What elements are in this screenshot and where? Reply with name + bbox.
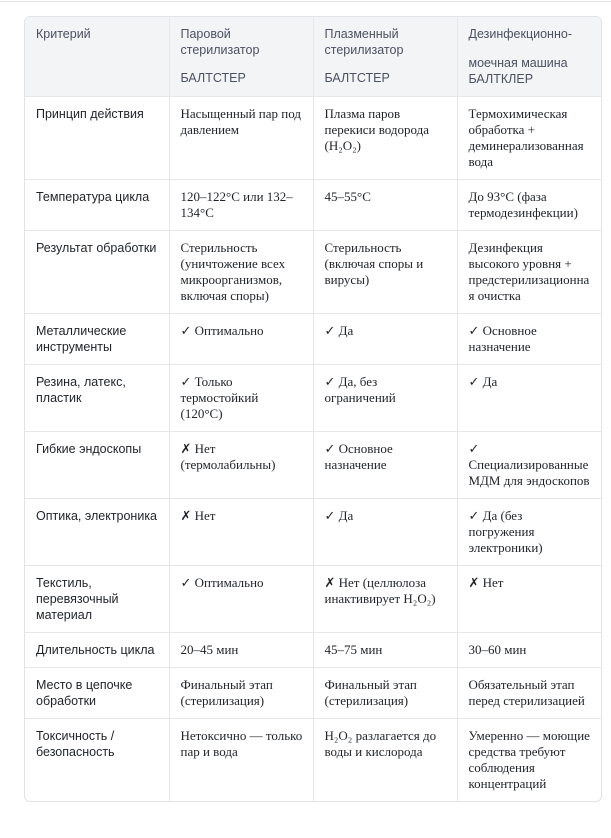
steam-cell: Стерильность (уничтожение всех микроорганизмов, включая споры) bbox=[169, 231, 313, 314]
header-brand: БАЛТСТЕР bbox=[180, 71, 246, 85]
steam-cell: ✗ Нет (термолабильны) bbox=[169, 432, 313, 499]
plasma-cell: Плазма паров перекиси водорода (H₂O₂) bbox=[313, 97, 457, 180]
plasma-cell: 45–75 мин bbox=[313, 633, 457, 668]
table-row bbox=[25, 499, 601, 566]
criterion-cell: Длительность цикла bbox=[25, 633, 169, 668]
criterion-cell: Результат обработки bbox=[25, 231, 169, 314]
table-row bbox=[25, 231, 601, 314]
plasma-cell: ✓ Да bbox=[313, 314, 457, 365]
washer-cell: Дезинфекция высокого уровня + предстерилизационная очистка bbox=[457, 231, 601, 314]
table-row bbox=[25, 97, 601, 180]
criterion-cell: Оптика, электроника bbox=[25, 499, 169, 566]
plasma-cell: 45–55°C bbox=[313, 180, 457, 231]
steam-cell: ✓ Оптимально bbox=[169, 314, 313, 365]
washer-cell: ✓ Да (без погружения электроники) bbox=[457, 499, 601, 566]
table-row bbox=[25, 668, 601, 719]
table-row bbox=[25, 719, 601, 802]
plasma-cell: ✓ Да, без ограничений bbox=[313, 365, 457, 432]
table-row bbox=[25, 432, 601, 499]
table-row bbox=[25, 566, 601, 633]
criterion-cell: Место в цепочке обработки bbox=[25, 668, 169, 719]
plasma-cell: ✓ Да bbox=[313, 499, 457, 566]
plasma-cell: Стерильность (включая споры и вирусы) bbox=[313, 231, 457, 314]
steam-cell: Насыщенный пар под давлением bbox=[169, 97, 313, 180]
table-header-row bbox=[25, 17, 601, 97]
top-divider bbox=[0, 1, 611, 2]
washer-cell: Обязательный этап перед стерилизацией bbox=[457, 668, 601, 719]
criterion-cell: Температура цикла bbox=[25, 180, 169, 231]
washer-cell: ✓ Основное назначение bbox=[457, 314, 601, 365]
steam-cell: ✗ Нет bbox=[169, 499, 313, 566]
header-plasma-sterilizer: Плазменный стерилизатор БАЛТСТЕР bbox=[313, 17, 457, 97]
table-row bbox=[25, 314, 601, 365]
plasma-cell: ✓ Основное назначение bbox=[313, 432, 457, 499]
table-row bbox=[25, 365, 601, 432]
washer-cell: ✓ Специализированные МДМ для эндоскопов bbox=[457, 432, 601, 499]
criterion-cell: Текстиль, перевязочный материал bbox=[25, 566, 169, 633]
criterion-cell: Токсичность / безопасность bbox=[25, 719, 169, 802]
table-row bbox=[25, 633, 601, 668]
steam-cell: Нетоксично — только пар и вода bbox=[169, 719, 313, 802]
washer-cell: Умеренно — моющие средства требуют соблюдения концентраций bbox=[468, 728, 590, 791]
criterion-cell: Гибкие эндоскопы bbox=[25, 432, 169, 499]
header-subtitle: моечная машина БАЛТКЛЕР bbox=[468, 56, 568, 86]
comparison-table bbox=[25, 17, 601, 801]
comparison-table-container bbox=[24, 16, 602, 802]
criterion-cell: Принцип действия bbox=[25, 97, 169, 180]
criterion-cell: Резина, латекс, пластик bbox=[25, 365, 169, 432]
steam-cell: ✓ Оптимально bbox=[169, 566, 313, 633]
washer-cell: ✓ Да bbox=[457, 365, 601, 432]
steam-cell: 120–122°C или 132–134°C bbox=[169, 180, 313, 231]
header-brand: БАЛТСТЕР bbox=[324, 71, 390, 85]
criterion-cell: Металлические инструменты bbox=[25, 314, 169, 365]
header-washer-disinfector: Дезинфекционно- моечная машина БАЛТКЛЕР bbox=[457, 17, 601, 97]
washer-cell: До 93°C (фаза термодезинфекции) bbox=[457, 180, 601, 231]
steam-cell: Финальный этап (стерилизация) bbox=[169, 668, 313, 719]
plasma-cell: H₂O₂ разлагается до воды и кислорода bbox=[313, 719, 457, 802]
header-criterion: Критерий bbox=[25, 17, 169, 97]
washer-cell: 30–60 мин bbox=[457, 633, 601, 668]
washer-cell: Термохимическая обработка + деминерализованная вода bbox=[457, 97, 601, 180]
steam-cell: 20–45 мин bbox=[169, 633, 313, 668]
plasma-cell: ✗ Нет (целлюлоза инактивирует H₂O₂) bbox=[313, 566, 457, 633]
washer-cell: ✗ Нет bbox=[457, 566, 601, 633]
table-row bbox=[25, 180, 601, 231]
plasma-cell: Финальный этап (стерилизация) bbox=[313, 668, 457, 719]
steam-cell: ✓ Только термостойкий (120°C) bbox=[169, 365, 313, 432]
header-steam-sterilizer: Паровой стерилизатор БАЛТСТЕР bbox=[169, 17, 313, 97]
